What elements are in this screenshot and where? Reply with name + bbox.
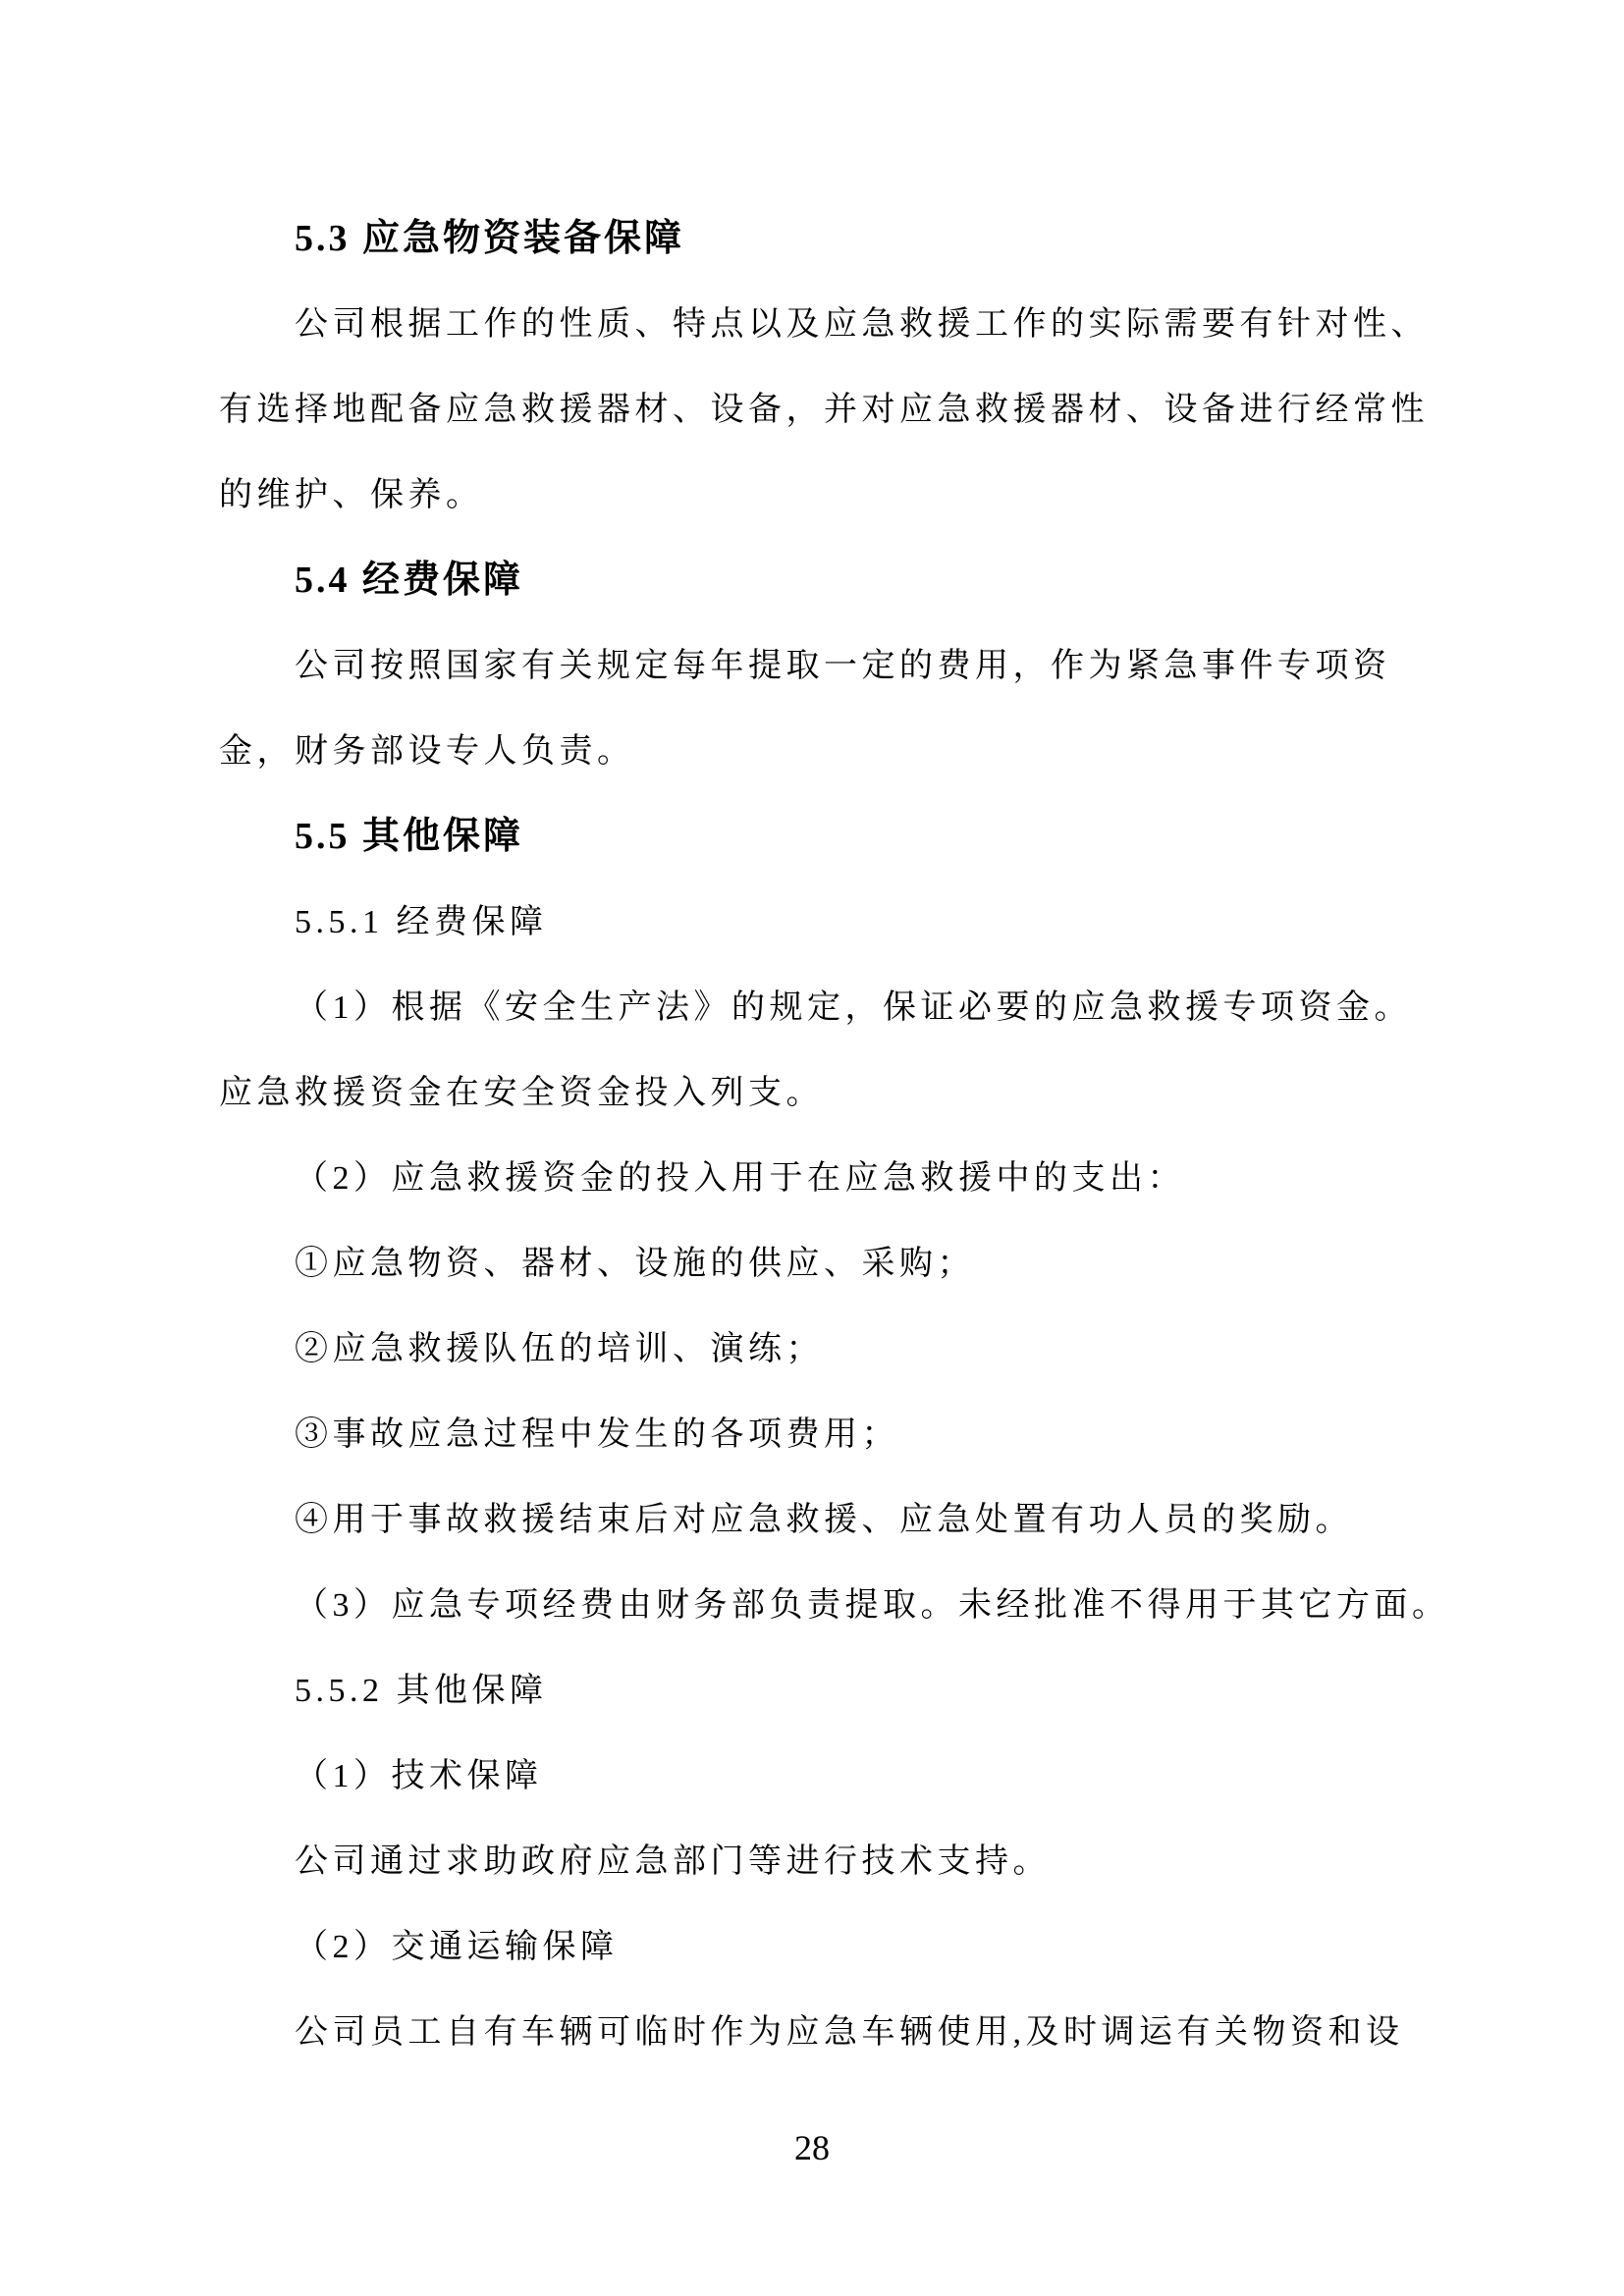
text-line: ③事故应急过程中发生的各项费用； xyxy=(295,1416,899,1453)
text-line: 公司员工自有车辆可临时作为应急车辆使用,及时调运有关物资和设 xyxy=(295,2014,1404,2051)
text-line: 5.5.2 其他保障 xyxy=(295,1673,548,1709)
text-line: （1）技术保障 xyxy=(295,1758,543,1794)
section-heading: 5.3 应急物资装备保障 xyxy=(295,218,685,259)
text-line: ①应急物资、器材、设施的供应、采购； xyxy=(295,1246,975,1282)
text-line: 公司按照国家有关规定每年提取一定的费用，作为紧急事件专项资 xyxy=(295,648,1391,684)
text-line: 5.5.1 经费保障 xyxy=(295,904,548,940)
text-line: 公司通过求助政府应急部门等进行技术支持。 xyxy=(295,1843,1051,1880)
text-line: （3）应急专项经费由财务部负责提取。未经批准不得用于其它方面。 xyxy=(295,1587,1450,1624)
text-line: 金，财务部设专人负责。 xyxy=(219,733,635,770)
text-block xyxy=(219,196,1450,2075)
text-line: （2）交通运输保障 xyxy=(295,1929,619,1965)
text-line: 公司根据工作的性质、特点以及应急救援工作的实际需要有针对性、 xyxy=(295,306,1429,343)
section-heading: 5.4 经费保障 xyxy=(295,560,524,601)
section-heading: 5.5 其他保障 xyxy=(295,816,524,857)
text-line: ②应急救援队伍的培训、演练； xyxy=(295,1331,824,1367)
text-line: 应急救援资金在安全资金投入列支。 xyxy=(219,1075,824,1111)
text-line: （1）根据《安全生产法》的规定，保证必要的应急救援专项资金。 xyxy=(295,989,1412,1026)
text-line: 的维护、保养。 xyxy=(219,477,484,513)
text-line: 有选择地配备应急救援器材、设备，并对应急救援器材、设备进行经常性 xyxy=(219,392,1429,428)
text-line: （2）应急救援资金的投入用于在应急救援中的支出： xyxy=(295,1160,1185,1197)
text-line: ④用于事故救援结束后对应急救援、应急处置有功人员的奖励。 xyxy=(295,1502,1353,1538)
page-number: 28 xyxy=(794,2128,830,2167)
